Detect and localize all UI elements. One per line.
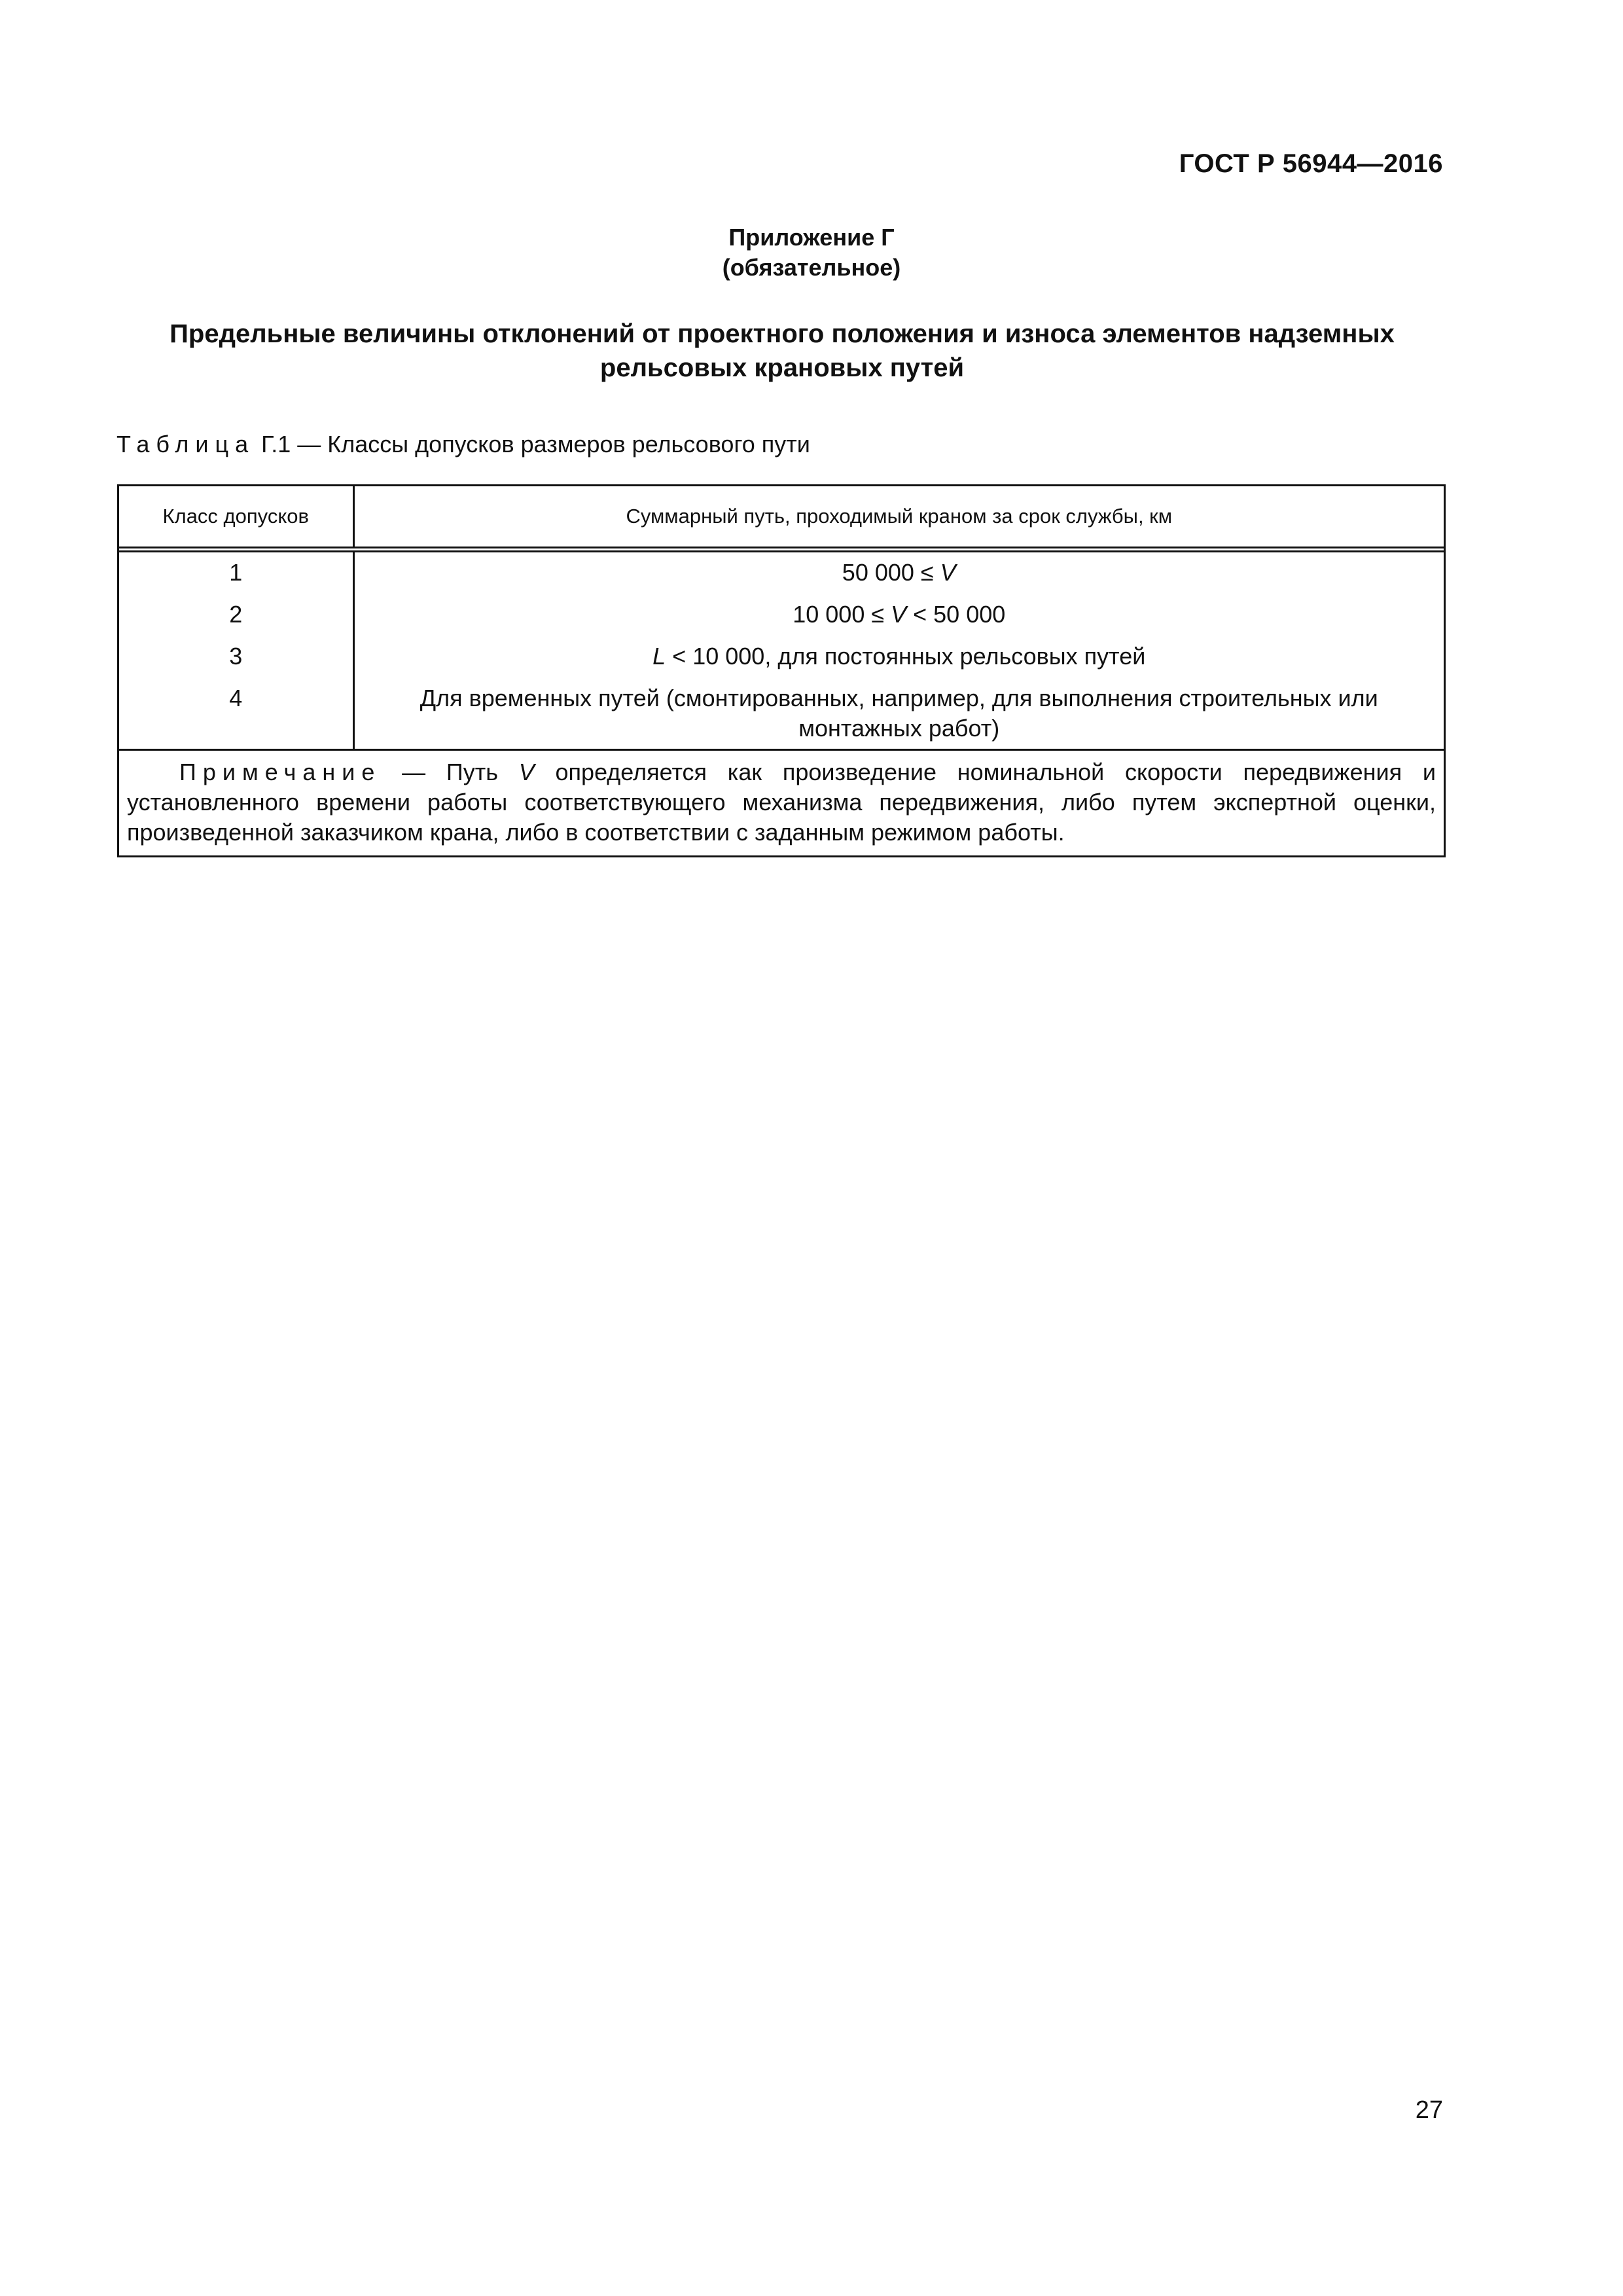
note-text-end: определяется как произведение номинальной скорости передвижения и установленного времени работы соответствующего механизма передвижения, либо путем экспертной оценки, произведенной заказчиком крана, либо в соответствии с заданным режимом работы. [127,759,1436,846]
section-title [118,317,1446,385]
note-label: Примечание [179,759,382,785]
class-cell: 4 [119,678,353,750]
class-cell: 3 [119,636,353,678]
section-title-line-2: рельсовых крановых путей [599,353,965,382]
document-code: ГОСТ Р 56944—2016 [1179,149,1443,178]
distance-text: Для временных путей (смонтированных, например, для выполнения строительных или монтажных работ) [419,685,1378,742]
note-text-start: — Путь [381,759,519,785]
tolerance-class-table [117,484,1446,857]
note-variable: V [518,759,535,785]
table-caption-text: Г.1 — Классы допусков размеров рельсового пути [255,431,810,457]
table-caption-word: Таблица [116,431,255,457]
distance-text: 10 000 ≤ [793,601,891,628]
distance-variable: V [891,601,907,628]
distance-variable: V [940,559,956,586]
distance-cell [353,636,1444,678]
appendix-status: (обязательное) [722,254,901,281]
table-row [119,550,1444,595]
distance-cell [353,678,1444,750]
distance-cell [353,594,1444,636]
distance-cell [353,550,1444,595]
table-row [119,678,1444,750]
table-note-row [119,750,1444,856]
table-grid [119,486,1444,855]
table-caption [116,429,810,459]
appendix-label: Приложение Г [728,224,895,251]
distance-variable: L [652,643,666,670]
class-cell: 2 [119,594,353,636]
appendix-heading [0,223,1623,283]
distance-text: 50 000 ≤ [842,559,940,586]
table-row [119,636,1444,678]
table-note [119,750,1444,856]
column-header-class: Класс допусков [119,486,353,550]
column-header-distance: Суммарный путь, проходимый краном за срок службы, км [353,486,1444,550]
table-row [119,594,1444,636]
page-number: 27 [1415,2096,1443,2124]
table-header-row [119,486,1444,550]
class-cell: 1 [119,550,353,595]
distance-text-tail: < 10 000, для постоянных рельсовых путей [666,643,1146,670]
distance-text-tail: < 50 000 [906,601,1006,628]
section-title-line-1: Предельные величины отклонений от проектного положения и износа элементов надземных [169,319,1395,348]
